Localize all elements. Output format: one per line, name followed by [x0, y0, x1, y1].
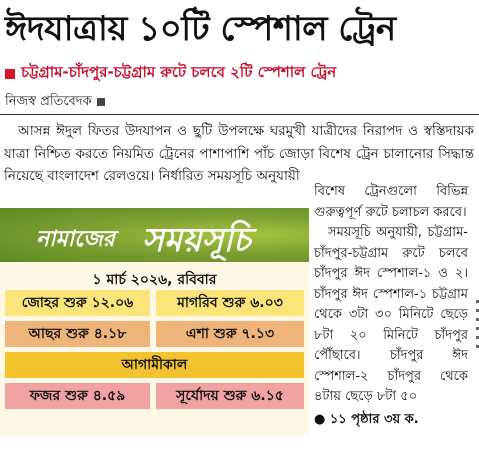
isha-time: এশা শুরু ৭.১৩ — [156, 321, 304, 347]
continued-marker: ● ১১ পৃষ্ঠার ৩য় ক. — [314, 411, 419, 427]
headline: ঈদযাত্রায় ১০টি স্পেশাল ট্রেন — [5, 9, 396, 49]
article-intro — [4, 120, 474, 188]
banner-title-part2: সময়সূচি — [142, 220, 251, 259]
banner-title-part1: নামাজের — [36, 227, 115, 252]
subheadline-text: চট্টগ্রাম-চাঁদপুর-চট্টগ্রাম রুটে চলবে ২টি স্পেশাল ট্রেন — [21, 63, 337, 81]
prayer-time-banner — [0, 208, 309, 262]
column-paragraph-1: বিশেষ ট্রেনগুলো বিভিন্ন গুরুত্বপূর্ণ রুটে চলাচল করবে। — [314, 184, 468, 220]
prayer-date: ১ মার্চ ২০২৬, রবিবার — [92, 272, 217, 288]
red-square-bullet-icon — [5, 69, 15, 79]
byline-divider — [0, 114, 479, 115]
prayer-time-box — [0, 208, 309, 436]
maghrib-time: মাগরিব শুরু ৬.০৩ — [156, 290, 304, 316]
intro-text: আসন্ন ঈদুল ফিতর উদযাপন ও ছুটি উপলক্ষে ঘরমুখী যাত্রীদের নিরাপদ ও স্বস্তিদায়ক যাত্রা নিশ্চিত করতে নিয়মিত ট্রেনের পাশাপাশি পাঁচ জোড়া বিশেষ ট্রেন চালানোর সিদ্ধান্ত নিয়েছে বাংলাদেশ রেলওয়ে। নির্ধারিত সময়সূচি অনুযায়ী — [4, 123, 474, 184]
square-bullet-icon — [97, 98, 105, 106]
column-paragraph-2 — [314, 223, 468, 408]
byline-text: নিজস্ব প্রতিবেদক — [5, 94, 92, 109]
zuhr-time: জোহর শুরু ১২.০৬ — [5, 290, 150, 316]
sunrise-time: সূর্যোদয় শুরু ৬.১৫ — [156, 383, 304, 409]
byline — [5, 92, 105, 112]
subheadline — [5, 61, 477, 83]
tomorrow-label: আগামীকাল — [5, 352, 304, 378]
fajr-time: ফজর শুরু ৪.৫৯ — [5, 383, 150, 409]
asr-time: আছর শুরু ৪.১৮ — [5, 321, 150, 347]
column-paragraph-2-text: সময়সূচি অনুযায়ী, চট্টগ্রাম-চাঁদপুর-চট্টগ্রাম রুটে চলবে চাঁদপুর ঈদ স্পেশাল-১ ও ২। চাঁদপুর ঈদ স্পেশাল-১ চট্টগ্রাম থেকে ৩টা ৩০ মিনিটে ছেড়ে ৮টা ২০ মিনিটে চাঁদপুর পৌঁছাবে। চাঁদপুর ঈদ স্পেশাল-২ চাঁদপুর থেকে ৪টায় ছেড়ে ৮টা ৫০ — [314, 225, 468, 404]
article-column — [314, 182, 468, 430]
